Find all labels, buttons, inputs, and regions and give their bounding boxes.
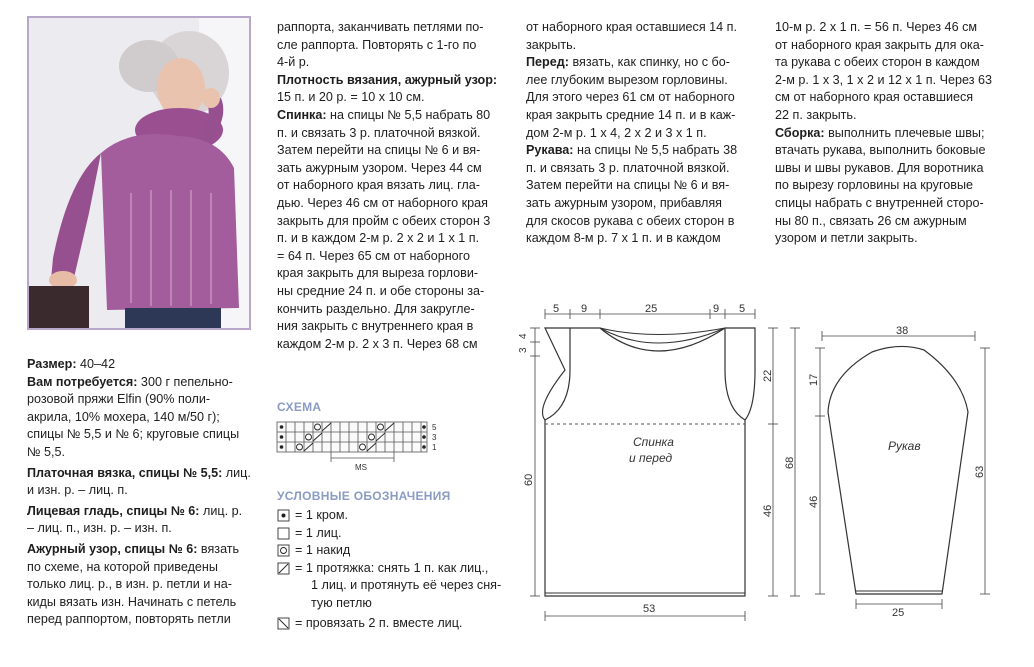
knitting-chart	[275, 418, 445, 478]
dim-right-22: 22	[762, 369, 774, 382]
back-line-10: ны средние 24 п. и обе стороны за-	[277, 283, 485, 298]
back-line-6: закрыть для пройм с обеих сторон 3	[277, 213, 491, 228]
body-label-2: и перед	[629, 451, 673, 465]
assembly-line-2: швы и швы рукавов. Для воротника	[775, 160, 984, 175]
legend-item-knit	[277, 525, 509, 543]
lace-line-0	[27, 541, 255, 559]
front-line-3: края закрыть средние 14 п. и в каж-	[526, 107, 736, 122]
front-line-2: Для этого через 61 см от наборного	[526, 90, 735, 105]
legend-text-knit: = 1 лиц.	[295, 525, 342, 540]
assembly-column	[775, 19, 1000, 248]
col2-intro-line-2: 4-й р.	[277, 55, 310, 70]
back-line-11: кончить раздельно. Для закругле-	[277, 301, 475, 316]
slash-square-icon	[277, 560, 291, 577]
assembly-label: Сборка:	[775, 125, 825, 140]
legend-text-edge: = 1 кром.	[295, 508, 349, 522]
sleeve-dim-top-38: 38	[896, 325, 909, 337]
stockinette-line-1: – лиц. п., изн. р. – изн. п.	[27, 521, 172, 536]
sleeve-dim-left-46: 46	[808, 495, 820, 508]
garter-line-1: и изн. р. – лиц. п.	[27, 483, 128, 498]
gauge-text: 15 п. и 20 р. = 10 х 10 см.	[277, 90, 425, 105]
assembly-line-0	[775, 125, 1000, 143]
sleeve-dim-bottom-25: 25	[892, 607, 905, 618]
stockinette-label: Лицевая гладь, спицы № 6:	[27, 503, 200, 518]
sleeve-dim-left-17: 17	[808, 373, 820, 386]
dim-top-9-right: 9	[713, 303, 720, 315]
assembly-line-1: втачать рукава, выполнить боковые	[775, 143, 986, 158]
back-line-3: зать ажурным узором. Через 44 см	[277, 160, 482, 175]
sleeve-dim-right-63: 63	[974, 465, 986, 478]
lace-line-2: только лиц. р., в изн. р. петли и на-	[27, 577, 232, 592]
legend-text-ssk-1: 1 лиц. и протянуть её через сня-	[311, 578, 502, 593]
stockinette-line-0	[27, 503, 255, 521]
col4-intro-line-3: 2-м р. 1 х 3, 1 х 2 и 12 х 1 п. Через 63	[775, 72, 993, 87]
sleeve-line-0	[526, 142, 754, 160]
back-line-5: дью. Через 46 см от наборного края	[277, 195, 489, 210]
assembly-line-5: ны 80 п., связать 26 см ажурным	[775, 213, 967, 228]
backslash-square-icon	[277, 615, 291, 632]
dim-top-5-left: 5	[553, 303, 560, 315]
back-line-1: п. и связать 3 р. платочной вязкой.	[277, 125, 481, 140]
gauge-label: Плотность вязания, ажурный узор:	[277, 72, 498, 87]
assembly-line-3: по вырезу горловины на круговые	[775, 178, 974, 193]
back-line-13: каждом 2-м р. 2 х 3 п. Через 68 см	[277, 336, 478, 351]
assembly-line-6: узором и петли закрыть.	[775, 231, 918, 246]
size-label: Размер:	[27, 357, 77, 371]
legend-title: УСЛОВНЫЕ ОБОЗНАЧЕНИЯ	[277, 489, 451, 503]
sleeve-outline	[828, 346, 968, 594]
legend-text-ssk-2: тую петлю	[311, 595, 372, 610]
sleeve-line-1: п. и связать 3 р. платочной вязкой.	[526, 160, 730, 175]
chart-ms-label: MS	[355, 463, 367, 472]
size-value: 40–42	[80, 357, 116, 371]
dim-top-25: 25	[645, 303, 658, 315]
materials-line-4: № 5,5.	[27, 444, 66, 459]
legend-item-ssk	[277, 560, 509, 613]
materials-line-1: розовой пряжи Elfin (90% поли-	[27, 392, 211, 407]
sleeve-text: на спицы № 5,5 набрать 38	[573, 143, 738, 158]
assembly-line-4: спицы набрать с внутренней сторо-	[775, 195, 984, 210]
garter-label: Платочная вязка, спицы № 5,5:	[27, 465, 223, 480]
col2-intro-line-0: раппорта, заканчивать петлями по-	[277, 20, 484, 34]
col4-intro-line-4: см от наборного края оставшиеся	[775, 90, 974, 105]
back-line-8: = 64 п. Через 65 см от наборного	[277, 248, 470, 263]
gauge-heading	[277, 72, 505, 90]
dim-top-5-right: 5	[739, 303, 746, 315]
size-line	[27, 356, 255, 374]
lace-line-1: по схеме, на которой приведены	[27, 559, 218, 574]
col3-intro-line-1: закрыть.	[526, 37, 577, 52]
back-line-12: ния закрыть с внутреннего края в	[277, 319, 474, 334]
dim-top-9-left: 9	[581, 303, 588, 315]
dot-square-icon	[277, 507, 291, 524]
model-photo	[27, 16, 251, 330]
materials-column	[27, 356, 255, 629]
materials-line-2: акрила, 10% мохера, 140 м/50 г);	[27, 409, 220, 424]
garter-line-0	[27, 465, 255, 483]
front-line-0	[526, 54, 754, 72]
front-line-1: лее глубоким вырезом горловины.	[526, 72, 728, 87]
legend-item-k2tog	[277, 615, 509, 633]
garter-text: лиц.	[222, 465, 251, 480]
dim-bottom-53: 53	[643, 603, 656, 615]
col2-intro-line-1: сле раппорта. Повторять с 1-го по	[277, 37, 477, 52]
stockinette-text: лиц. р.	[199, 503, 243, 518]
sleeve-line-5: каждом 8-м р. 7 х 1 п. и в каждом	[526, 231, 721, 246]
body-label-1: Спинка	[633, 435, 674, 449]
back-label: Спинка:	[277, 107, 327, 122]
materials-label: Вам потребуется:	[27, 374, 138, 389]
materials-text: 300 г пепельно-	[137, 374, 233, 389]
lace-line-4: перед раппортом, повторять петли	[27, 612, 231, 627]
materials-line-0	[27, 374, 255, 392]
back-text: на спицы № 5,5 набрать 80	[326, 107, 491, 122]
col4-intro-line-2: та рукава с обеих сторон в каждом	[775, 55, 980, 70]
lace-label: Ажурный узор, спицы № 6:	[27, 541, 198, 556]
sleeve-label: Рукав	[888, 439, 921, 453]
back-line-9: края закрыть для выреза горлови-	[277, 266, 479, 281]
legend-text-yarnover: = 1 накид	[295, 543, 351, 558]
dim-right-46: 46	[762, 504, 774, 517]
sleeve-line-4: для скосов рукава с обеих сторон в	[526, 213, 735, 228]
col4-intro-line-1: от наборного края закрыть для ока-	[775, 37, 984, 52]
front-label: Перед:	[526, 55, 569, 70]
chart-row-5: 5	[432, 423, 437, 432]
dim-left-4: 4	[518, 333, 529, 339]
legend-item-yarnover	[277, 542, 509, 560]
back-instructions-column	[277, 19, 505, 353]
back-line-7: п. и в каждом 2-м р. 2 х 2 и 1 х 1 п.	[277, 231, 480, 246]
lace-text: вязать	[197, 541, 240, 556]
legend-item-edge	[277, 507, 509, 525]
sweater-photo-illustration	[29, 18, 249, 328]
col3-intro-line-0: от наборного края оставшиеся 14 п.	[526, 20, 737, 34]
back-line-2: Затем перейти на спицы № 6 и вя-	[277, 143, 481, 158]
sleeve-schematic	[800, 318, 1000, 618]
col4-intro-line-5: 22 п. закрыть.	[775, 107, 857, 122]
chart-row-1: 1	[432, 443, 437, 452]
lace-line-3: киды вязать изн. Начинать с петель	[27, 594, 237, 609]
legend-text-k2tog: = провязать 2 п. вместе лиц.	[295, 615, 463, 630]
dim-right-68: 68	[784, 456, 796, 469]
col4-intro-line-0: 10-м р. 2 х 1 п. = 56 п. Через 46 см	[775, 20, 978, 34]
sleeve-line-2: Затем перейти на спицы № 6 и вя-	[526, 178, 730, 193]
legend	[277, 507, 509, 632]
dim-left-3: 3	[518, 347, 529, 353]
front-text: вязать, как спинку, но с бо-	[568, 55, 730, 70]
legend-text-ssk-0: = 1 протяжка: снять 1 п. как лиц.,	[295, 560, 489, 575]
front-line-4: дом 2-м р. 1 х 4, 2 х 2 и 3 х 1 п.	[526, 125, 707, 140]
sleeve-label: Рукава:	[526, 143, 574, 158]
circle-square-icon	[277, 542, 291, 559]
assembly-text: выполнить плечевые швы;	[824, 125, 985, 140]
chart-row-3: 3	[432, 433, 437, 442]
body-schematic	[515, 296, 805, 626]
front-sleeve-column	[526, 19, 754, 248]
back-line-4: от наборного края вязать лиц. гла-	[277, 178, 480, 193]
back-line-0	[277, 107, 505, 125]
empty-square-icon	[277, 525, 291, 542]
dim-left-60: 60	[523, 473, 535, 486]
sleeve-line-3: зать ажурным узором, прибавляя	[526, 195, 722, 210]
materials-line-3: спицы № 5,5 и № 6; круговые спицы	[27, 427, 240, 442]
chart-title: СХЕМА	[277, 400, 322, 414]
